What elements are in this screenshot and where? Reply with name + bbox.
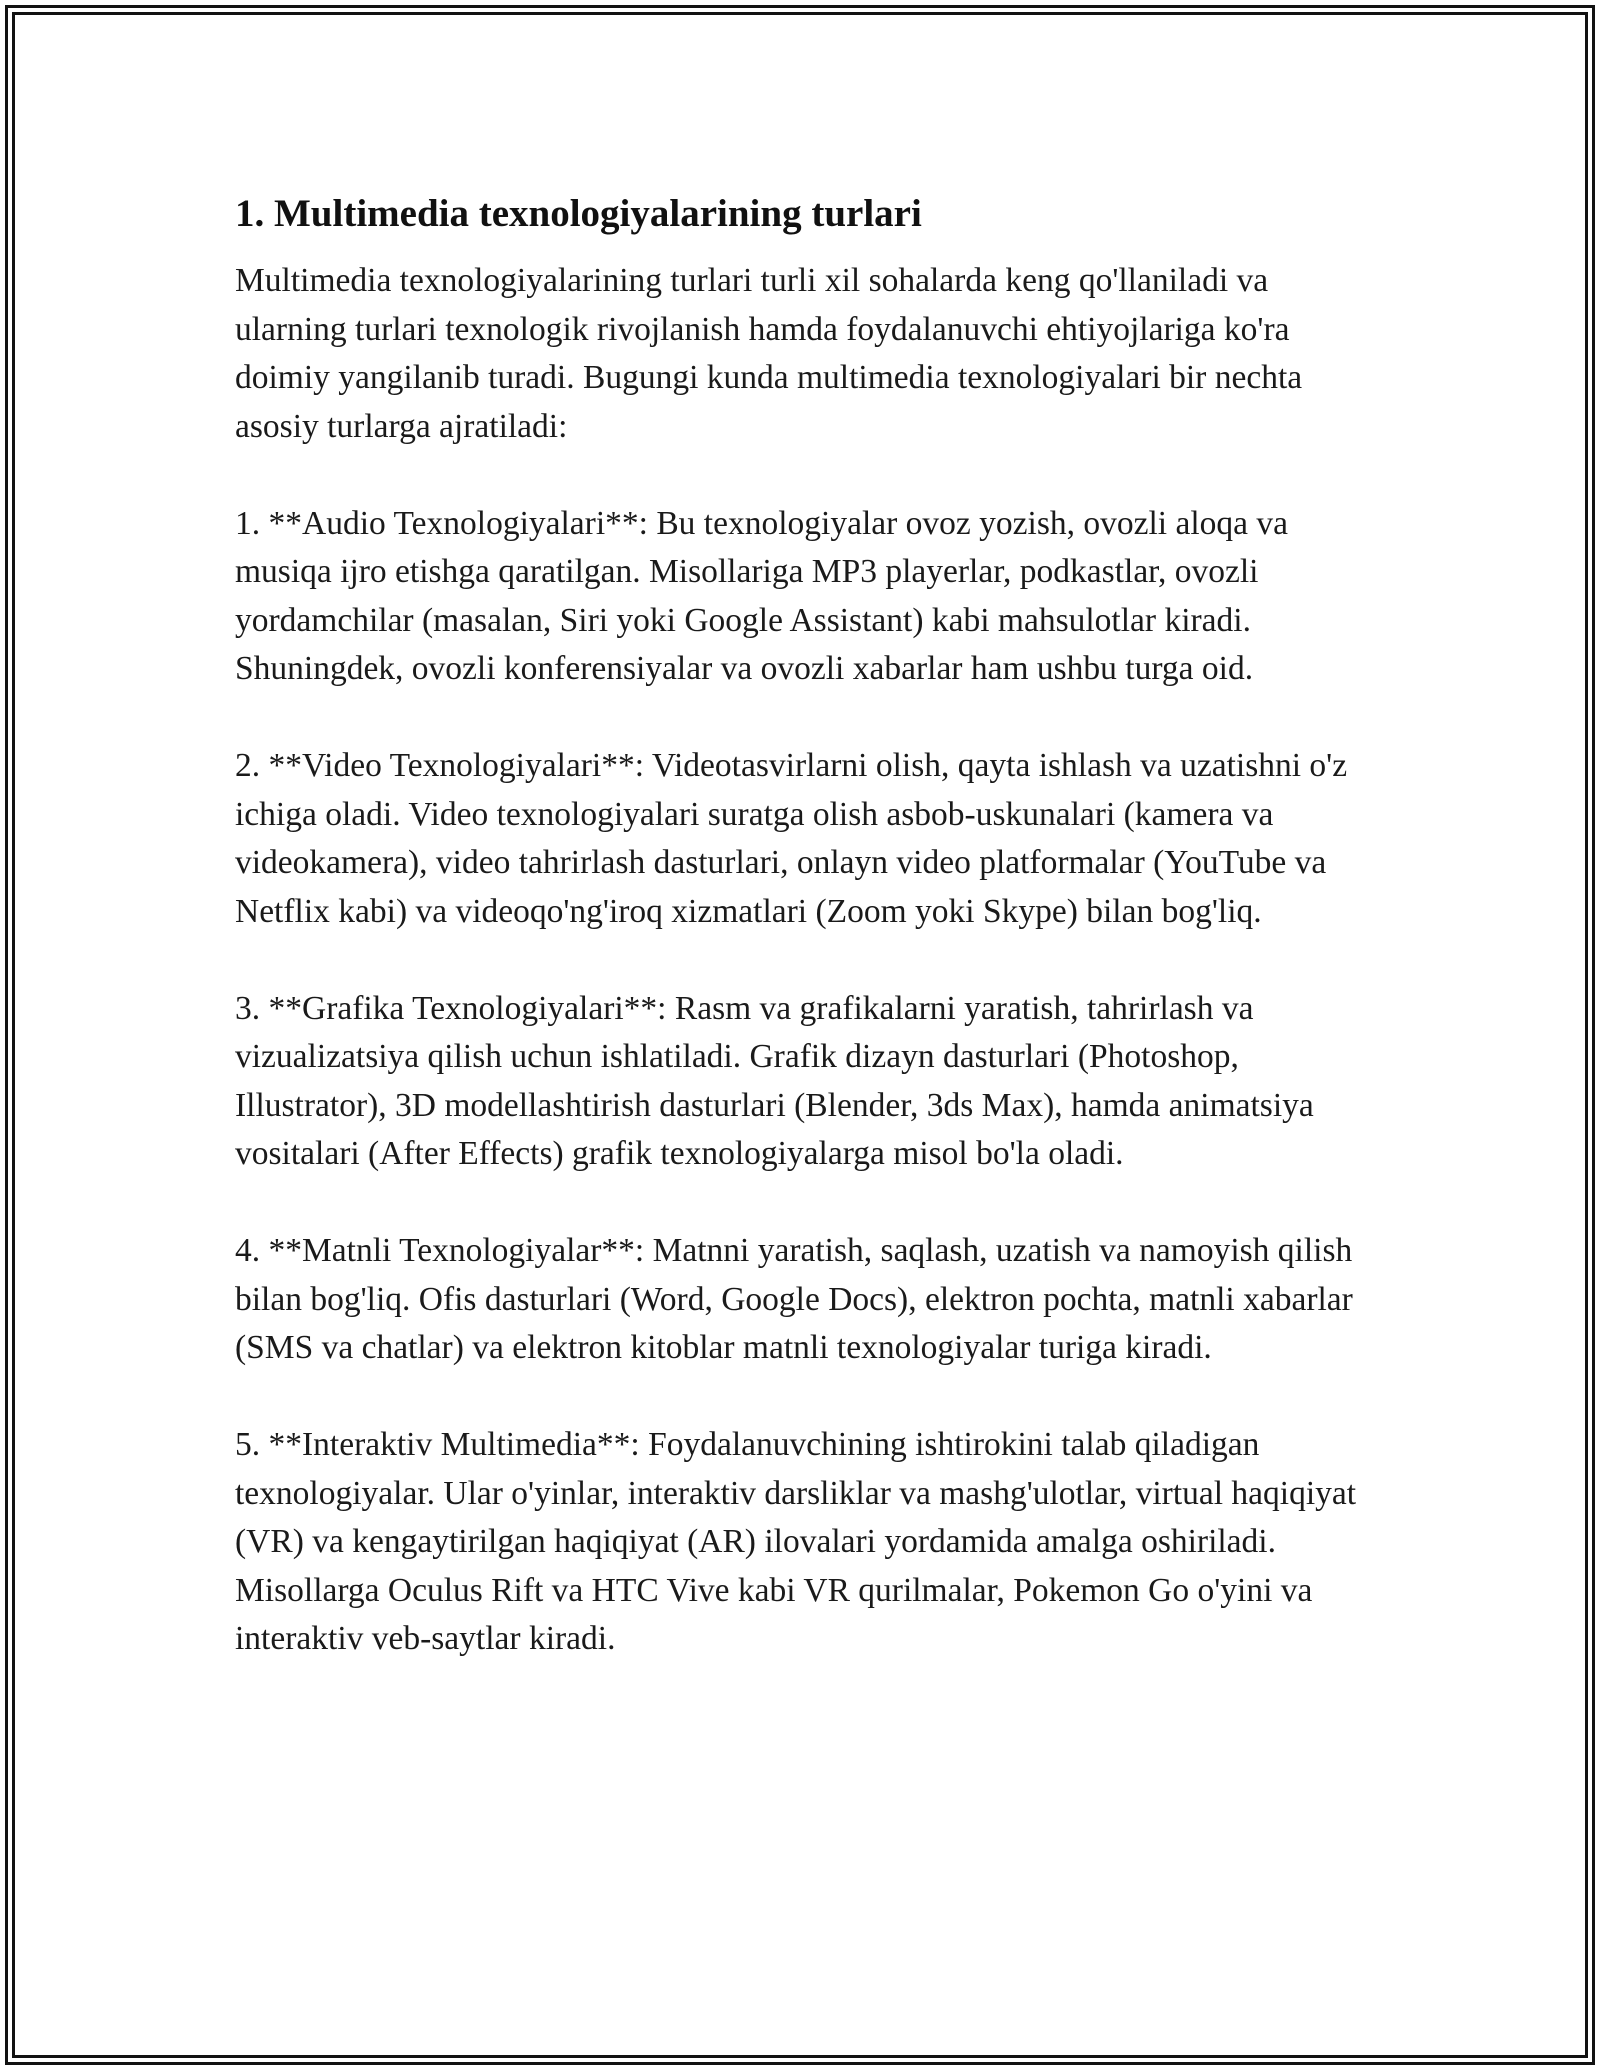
list-item-graphics: 3. **Grafika Texnologiyalari**: Rasm va grafikalarni yaratish, tahrirlash va vizualizatsiya qilish uchun ishlatiladi. Grafik dizayn dasturlari (Photoshop, Illustrator), 3D modellashtirish dasturlari (Blender, 3ds Max), hamda animatsiya vositalari (After Effects) grafik texnologiyalarga misol bo'la oladi. [235, 989, 1314, 1172]
list-item-interactive: 5. **Interaktiv Multimedia**: Foydalanuvchining ishtirokini talab qiladigan texnologiyalar. Ular o'yinlar, interaktiv darsliklar va mashg'ulotlar, virtual haqiqiyat (VR) va kengaytirilgan haqiqiyat (AR) ilovalari yordamida amalga oshiriladi. Misollarga Oculus Rift va HTC Vive kabi VR qurilmalar, Pokemon Go o'yini va interaktiv veb-saytlar kiradi. [235, 1426, 1357, 1657]
list-item-video: 2. **Video Texnologiyalari**: Videotasvirlarni olish, qayta ishlash va uzatishni o'z ichiga oladi. Video texnologiyalari suratga olish asbob-uskunalari (kamera va videokamera), video tahrirlash dasturlari, onlayn video platformalar (YouTube va Netflix kabi) va videoqo'ng'iroq xizmatlari (Zoom yoki Skype) bilan bog'liq. [235, 747, 1348, 930]
list-item-text: 4. **Matnli Texnologiyalar**: Matnni yaratish, saqlash, uzatish va namoyish qilish bilan bog'liq. Ofis dasturlari (Word, Google Docs), elektron pochta, matnli xabarlar (SMS va chatlar) va elektron kitoblar matnli texnologiyalar turiga kiradi. [235, 1232, 1353, 1366]
document-body [235, 188, 1385, 1664]
list-item-audio: 1. **Audio Texnologiyalari**: Bu texnologiyalar ovoz yozish, ovozli aloqa va musiqa ijro etishga qaratilgan. Misollariga MP3 playerlar, podkastlar, ovozli yordamchilar (masalan, Siri yoki Google Assistant) kabi mahsulotlar kiradi. Shuningdek, ovozli konferensiyalar va ovozli xabarlar ham ushbu turga oid. [235, 504, 1289, 687]
intro-paragraph: Multimedia texnologiyalarining turlari turli xil sohalarda keng qo'llaniladi va ularning turlari texnologik rivojlanish hamda foydalanuvchi ehtiyojlariga ko'ra doimiy yangilanib turadi. Bugungi kunda multimedia texnologiyalari bir nechta asosiy turlarga ajratiladi: [235, 262, 1303, 445]
document-title: 1. Multimedia texnologiyalarining turlari [235, 192, 922, 235]
